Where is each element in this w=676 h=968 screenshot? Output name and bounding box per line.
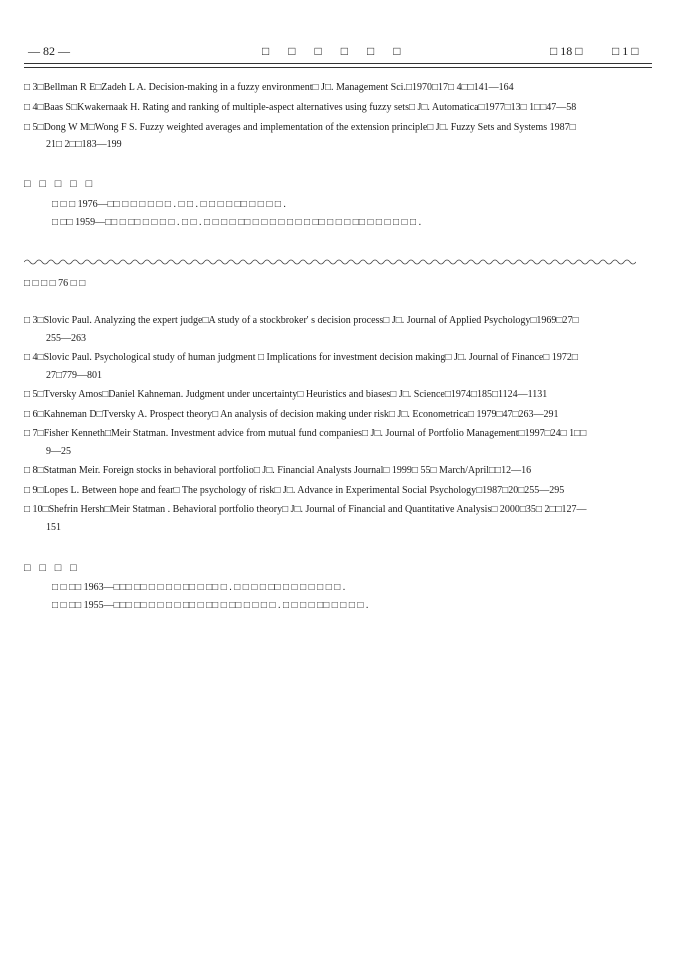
reference-item: □ 5□Dong W M□Wong F S. Fuzzy weighted averages and implementation of the extension principle□ J□. Fuzzy Sets and Systems 1987□	[24, 122, 576, 133]
reference-continuation: 255—263	[46, 333, 86, 344]
reference-item: □ 6□Kahneman D□Tversky A. Prospect theory□ An analysis of decision making under risk□ J□. Econometrica□ 1979□47□263—291	[24, 409, 559, 420]
reference-item: □ 3□Bellman R E□Zadeh L A. Decision-making in a fuzzy environment□ J□. Management Sci.□1970□17□ 4□□141—164	[24, 82, 514, 93]
reference-continuation: 21□ 2□□183—199	[46, 139, 122, 150]
reference-item: □ 4□Baas S□Kwakernaak H. Rating and ranking of multiple-aspect alternatives using fuzzy sets□ J□. Automatica□1977□13□ 1□□47—58	[24, 102, 577, 113]
reference-item: □ 9□Lopes L. Between hope and fear□ The psychology of risk□ J□. Advance in Experimental Social Psychology□1987□20□255—295	[24, 485, 565, 496]
continued-from-label: □ □ □ □ 76 □ □	[24, 278, 86, 289]
author-bio-heading: □ □ □ □ □	[24, 178, 96, 190]
author-bio-line: □ □ □□ 1955—□□□ □□ □ □ □ □ □□ □ □□ □ □□ □ □ □ □ . □ □ □ □ □□ □ □ □ □ .	[52, 600, 369, 611]
wavy-separator	[24, 258, 636, 266]
reference-item: □ 4□Slovic Paul. Psychological study of human judgment □ Implications for investment decision making□ J□. Journal of Finance□ 1972□	[24, 352, 578, 363]
author-bio-heading: □ □ □ □	[24, 562, 80, 574]
author-bio-line: □ □ □□ 1963—□□□ □□ □ □ □ □ □□ □ □□ □ . □ □ □ □ □□ □ □ □ □ □ □ □ .	[52, 582, 346, 593]
volume-label: □ 18 □	[550, 44, 583, 58]
header-rule	[24, 63, 652, 68]
reference-item: □ 10□Shefrin Hersh□Meir Statman . Behavioral portfolio theory□ J□. Journal of Financial and Quantitative Analysis□ 2000□35□ 2□□127—	[24, 504, 587, 515]
reference-continuation: 9—25	[46, 446, 71, 457]
reference-item: □ 7□Fisher Kenneth□Meir Statman. Investment advice from mutual fund companies□ J□. Journal of Portfolio Management□1997□24□ 1□□	[24, 428, 587, 439]
reference-continuation: 27□779—801	[46, 370, 103, 381]
issue-label: □ 1 □	[612, 44, 639, 58]
reference-continuation: 151	[46, 522, 61, 533]
author-bio-line: □ □ □ 1976—□□ □ □ □ □ □ □ . □ □ . □ □ □ □ □□ □ □ □ □ .	[52, 199, 286, 210]
running-header	[24, 44, 652, 60]
journal-title: □ □ □ □ □ □	[262, 44, 409, 58]
author-bio-line: □ □□ 1959—□□ □ □□ □ □ □ □ . □ □ . □ □ □ □ □□ □ □ □ □ □ □ □ □□ □ □ □ □□ □ □ □ □ □ □ .	[52, 217, 422, 228]
reference-item: □ 5□Tversky Amos□Daniel Kahneman. Judgment under uncertainty□ Heuristics and biases□ J□. Science□1974□185□1124—1131	[24, 389, 548, 400]
reference-item: □ 3□Slovic Paul. Analyzing the expert judge□A study of a stockbroker' s decision process□ J□. Journal of Applied Psychology□1969□27□	[24, 315, 579, 326]
page-number: — 82 —	[28, 44, 70, 58]
reference-item: □ 8□Statman Meir. Foreign stocks in behavioral portfolio□ J□. Financial Analysts Journal□ 1999□ 55□ March/April□□12—16	[24, 465, 532, 476]
